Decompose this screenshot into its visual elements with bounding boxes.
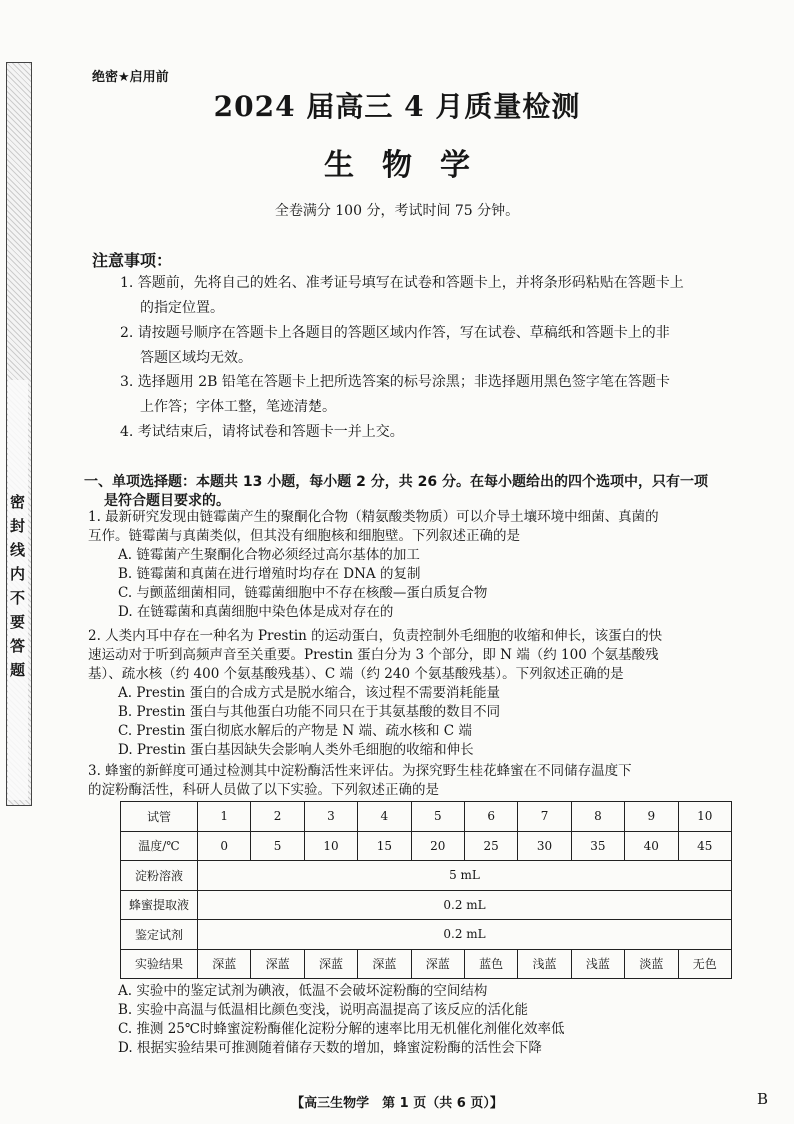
paper-version: B: [757, 1090, 769, 1108]
question-stem-line: 3. 蜂蜜的新鲜度可通过检测其中淀粉酶活性来评估。为探究野生桂花蜂蜜在不同储存温度下: [88, 763, 632, 779]
table-row: [121, 920, 732, 950]
table-cell: 0: [198, 831, 251, 861]
question-1: [88, 508, 778, 622]
binding-line-warning: 密封线内不要答题: [8, 380, 28, 800]
notice-item-2-line-1: 2. 请按题号顺序在答题卡上各题目的答题区域内作答，写在试卷、草稿纸和答题卡上的非: [120, 325, 670, 341]
table-cell: 4: [358, 802, 411, 832]
row-header: 淀粉溶液: [121, 861, 198, 891]
table-cell: 25: [464, 831, 517, 861]
question-3-stem: [88, 762, 778, 800]
notice-item: [120, 420, 770, 445]
table-cell: 15: [358, 831, 411, 861]
question-2: [88, 627, 778, 760]
option-d: D. 根据实验结果可推测随着储存天数的增加，蜂蜜淀粉酶的活性会下降: [118, 1040, 542, 1056]
option-b: B. 实验中高温与低温相比颜色变浅，说明高温提高了该反应的活化能: [118, 1002, 529, 1018]
notice-item-3-line-2: 上作答；字体工整，笔迹清楚。: [140, 399, 336, 415]
table-cell: 7: [518, 802, 571, 832]
option-d: D. 在链霉菌和真菌细胞中染色体是成对存在的: [118, 604, 394, 620]
table-cell: 40: [625, 831, 678, 861]
table-cell: 5: [411, 802, 464, 832]
option-a: A. Prestin 蛋白的合成方式是脱水缩合，该过程不需要消耗能量: [118, 685, 501, 701]
confidential-label: 绝密★启用前: [92, 70, 169, 85]
score-time-info: 全卷满分 100 分，考试时间 75 分钟。: [274, 203, 520, 219]
subject-title: 生物学: [324, 148, 498, 183]
question-stem-line: 2. 人类内耳中存在一种名为 Prestin 的运动蛋白，负责控制外毛细胞的收缩和伸长，该蛋白的快: [88, 628, 663, 644]
notice-item-1-line-1: 1. 答题前，先将自己的姓名、准考证号填写在试卷和答题卡上，并将条形码粘贴在答题卡上: [120, 275, 684, 291]
table-cell: 浅蓝: [571, 949, 624, 979]
question-stem-line: 基）、疏水核（约 400 个氨基酸残基）、C 端（约 240 个氨基酸残基）。下列叙述正确的是: [88, 666, 624, 682]
table-cell: 10: [304, 831, 357, 861]
table-cell: 无色: [678, 949, 731, 979]
table-cell-merged: 0.2 mL: [198, 890, 732, 920]
notice-item: [120, 271, 770, 321]
section-heading: [84, 473, 774, 511]
notice-item-3-line-1: 3. 选择题用 2B 铅笔在答题卡上把所选答案的标号涂黑；非选择题用黑色签字笔在答题卡: [120, 374, 670, 390]
notice-item-2-line-2: 答题区域均无效。: [140, 350, 252, 366]
table-cell: 浅蓝: [518, 949, 571, 979]
row-header: 蜂蜜提取液: [121, 890, 198, 920]
table-cell: 深蓝: [304, 949, 357, 979]
question-stem-line: 互作。链霉菌与真菌类似，但其没有细胞核和细胞壁。下列叙述正确的是: [88, 528, 520, 544]
table-cell: 蓝色: [464, 949, 517, 979]
question-stem-line: 速运动对于听到高频声音至关重要。Prestin 蛋白分为 3 个部分，即 N 端（约 100 个氨基酸残: [88, 647, 659, 663]
table-cell: 45: [678, 831, 731, 861]
table-cell: 3: [304, 802, 357, 832]
notice-item-4-line-1: 4. 考试结束后，请将试卷和答题卡一并上交。: [120, 424, 404, 440]
notice-item: [120, 321, 770, 371]
table-cell: 淡蓝: [625, 949, 678, 979]
row-header: 鉴定试剂: [121, 920, 198, 950]
question-3-options: [88, 982, 778, 1058]
table-row: [121, 831, 732, 861]
notice-item: [120, 370, 770, 420]
table-cell-merged: 5 mL: [198, 861, 732, 891]
table-cell: 深蓝: [358, 949, 411, 979]
option-b: B. 链霉菌和真菌在进行增殖时均存在 DNA 的复制: [118, 566, 421, 582]
table-row: [121, 890, 732, 920]
notice-heading: 注意事项：: [92, 251, 173, 270]
page-footer: 【高三生物学 第 1 页（共 6 页）】: [291, 1096, 503, 1111]
table-cell: 10: [678, 802, 731, 832]
table-cell: 9: [625, 802, 678, 832]
row-header: 温度/℃: [121, 831, 198, 861]
experiment-table: [120, 801, 732, 979]
question-stem-line: 1. 最新研究发现由链霉菌产生的聚酮化合物（精氨酸类物质）可以介导土壤环境中细菌、真菌的: [88, 509, 659, 525]
table-row: [121, 949, 732, 979]
section-heading-line-2: 是符合题目要求的。: [104, 493, 230, 509]
table-cell: 5: [251, 831, 304, 861]
table-cell-merged: 0.2 mL: [198, 920, 732, 950]
option-a: A. 链霉菌产生聚酮化合物必须经过高尔基体的加工: [118, 547, 420, 563]
table-cell: 2: [251, 802, 304, 832]
option-a: A. 实验中的鉴定试剂为碘液，低温不会破坏淀粉酶的空间结构: [118, 983, 488, 999]
table-row: [121, 802, 732, 832]
table-cell: 35: [571, 831, 624, 861]
option-c: C. 推测 25℃时蜂蜜淀粉酶催化淀粉分解的速率比用无机催化剂催化效率低: [118, 1021, 565, 1037]
row-header: 实验结果: [121, 949, 198, 979]
table-cell: 深蓝: [411, 949, 464, 979]
exam-title: 2024 届高三 4 月质量检测: [213, 90, 581, 123]
table-cell: 30: [518, 831, 571, 861]
table-cell: 6: [464, 802, 517, 832]
table-cell: 20: [411, 831, 464, 861]
question-stem-line: 的淀粉酶活性，科研人员做了以下实验。下列叙述正确的是: [88, 782, 439, 798]
notice-item-1-line-2: 的指定位置。: [140, 300, 224, 316]
option-c: C. Prestin 蛋白彻底水解后的产物是 N 端、疏水核和 C 端: [118, 723, 472, 739]
table-cell: 8: [571, 802, 624, 832]
table-cell: 深蓝: [198, 949, 251, 979]
option-d: D. Prestin 蛋白基因缺失会影响人类外毛细胞的收缩和伸长: [118, 742, 474, 758]
table-row: [121, 861, 732, 891]
option-b: B. Prestin 蛋白与其他蛋白功能不同只在于其氨基酸的数目不同: [118, 704, 501, 720]
section-heading-line-1: 一、单项选择题：本题共 13 小题，每小题 2 分，共 26 分。在每小题给出的四个选项中，只有一项: [84, 474, 708, 490]
row-header: 试管: [121, 802, 198, 832]
table-cell: 深蓝: [251, 949, 304, 979]
option-c: C. 与颤蓝细菌相同，链霉菌细胞中不存在核酸—蛋白质复合物: [118, 585, 488, 601]
table-cell: 1: [198, 802, 251, 832]
